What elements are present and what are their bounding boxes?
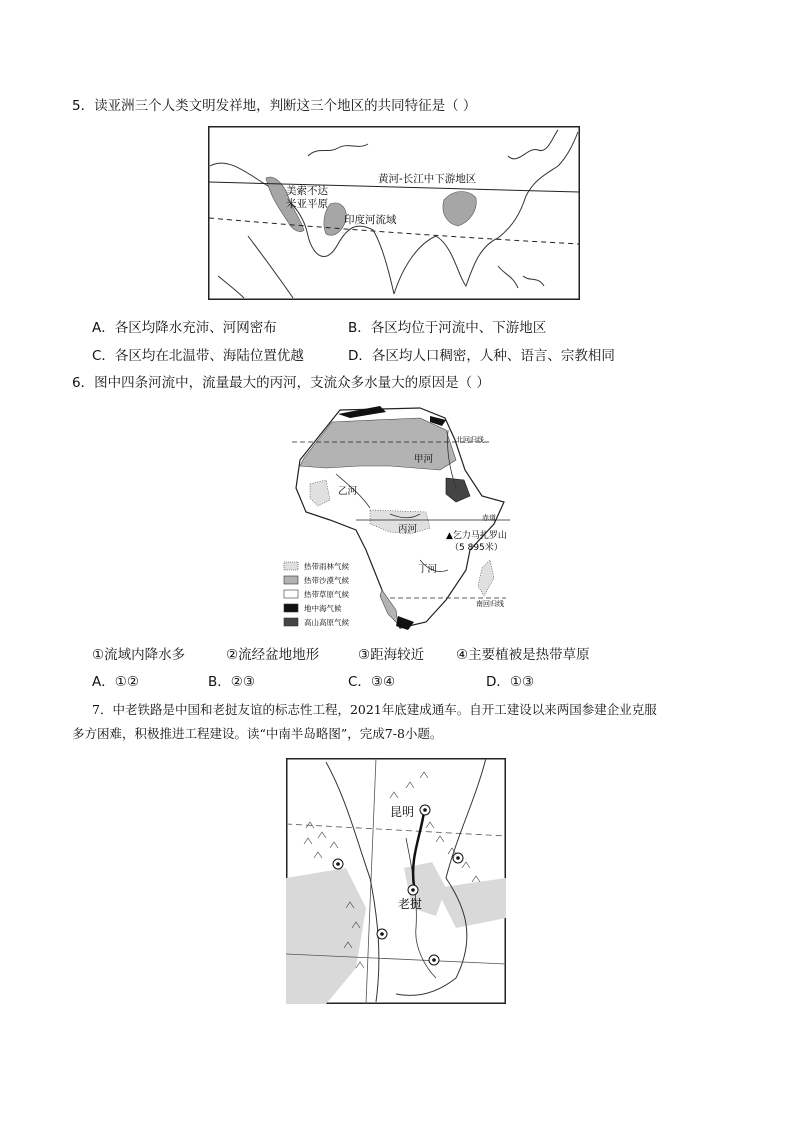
- q6-statement-4: ④主要植被是热带草原: [456, 647, 590, 663]
- africa-climate-map: [270, 400, 530, 636]
- q5-option-b[interactable]: B．各区均位于河流中、下游地区: [348, 320, 547, 336]
- q6-statement-3: ③距海较近: [358, 647, 425, 663]
- climate-legend: [284, 561, 349, 627]
- q6-option-d[interactable]: D．①③: [486, 674, 535, 690]
- indochina-map: [286, 758, 506, 1004]
- label-mountain: ▲乞力马扎罗山: [446, 531, 507, 541]
- label-kunming: 昆明: [390, 805, 415, 819]
- legend-item: 地中海气候: [304, 604, 342, 613]
- q6-option-a[interactable]: A．①②: [92, 674, 139, 690]
- legend-item: 热带沙漠气候: [304, 576, 349, 585]
- q6-stem: 6．图中四条河流中，流量最大的丙河，支流众多水量大的原因是（ ）: [72, 375, 490, 391]
- city-kunming: [420, 805, 430, 815]
- label-tropic-south: 南回归线: [476, 600, 504, 608]
- legend-item: 热带草原气候: [304, 590, 349, 599]
- label-river-bing: 丙河: [398, 524, 418, 535]
- q5-option-a[interactable]: A．各区均降水充沛、河网密布: [92, 320, 277, 336]
- q6-statement-1: ①流域内降水多: [92, 647, 186, 663]
- legend-item: 热带雨林气候: [304, 562, 349, 571]
- label-indus: 印度河流域: [344, 214, 397, 226]
- q5-option-d[interactable]: D．各区均人口稠密，人种、语言、宗教相同: [348, 348, 615, 364]
- q5-stem: 5．读亚洲三个人类文明发祥地，判断这三个地区的共同特征是（ ）: [72, 98, 477, 114]
- q5-option-c[interactable]: C．各区均在北温带、海陆位置优越: [92, 348, 304, 364]
- label-meso-2: 米亚平原: [286, 198, 328, 210]
- label-river-yi: 乙河: [338, 486, 358, 497]
- q6-option-c[interactable]: C．③④: [348, 674, 396, 690]
- label-tropic-north: 北回归线: [456, 436, 484, 444]
- label-equator: 赤道: [482, 514, 496, 522]
- label-river-jia: 甲河: [414, 454, 434, 465]
- label-mountain-height: （5 895米）: [450, 543, 503, 553]
- legend-item: 高山高原气候: [304, 618, 349, 627]
- label-huanghe: 黄河-长江中下游地区: [378, 173, 477, 185]
- asia-civilization-map: [208, 126, 580, 300]
- city-vientiane: [408, 885, 418, 895]
- q6-statement-2: ②流经盆地地形: [226, 647, 320, 663]
- label-meso-1: 美索不达: [286, 185, 328, 197]
- q7-stem-line1: 7．中老铁路是中国和老挝友谊的标志性工程，2021年底建成通车。自开工建设以来两国参建企业克服: [92, 702, 657, 717]
- label-river-ding: 丁河: [418, 564, 438, 575]
- q6-option-b[interactable]: B．②③: [208, 674, 255, 690]
- q7-stem-line2: 多方困难，积极推进工程建设。读“中南半岛略图”，完成7-8小题。: [72, 726, 443, 741]
- label-laos: 老挝: [398, 897, 423, 911]
